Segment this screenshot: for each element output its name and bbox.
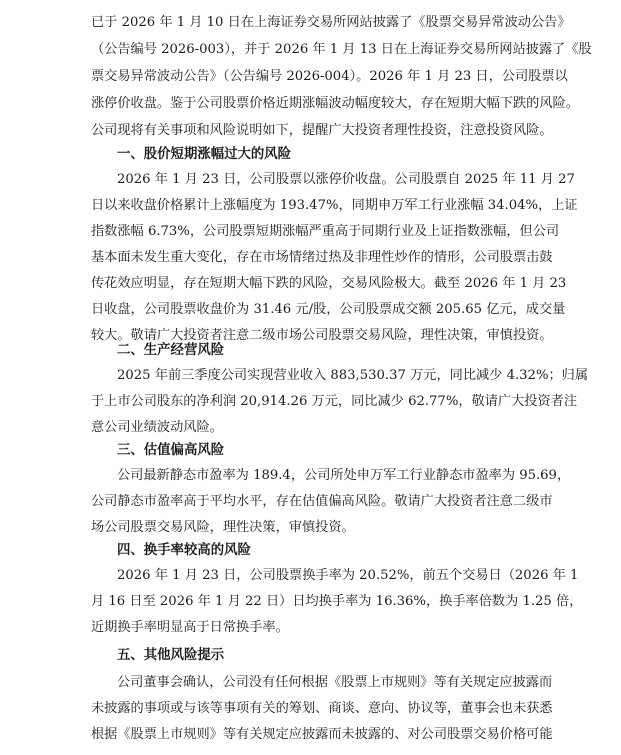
section-4-line-1: 2026 年 1 月 23 日，公司股票换手率为 20.52%，前五个交易日（2026 年 1 [117, 568, 579, 583]
section-1-line-1: 2026 年 1 月 23 日，公司股票以涨停价收盘。公司股票自 2025 年 11 月 27 [117, 172, 575, 187]
section-2-line-3: 意公司业绩波动风险。 [91, 420, 223, 435]
section-heading-4: 四、换手率较高的风险 [117, 543, 251, 558]
intro-line-1: 已于 2026 年 1 月 10 日在上海证券交易所网站披露了《股票交易异常波动公告》 [91, 15, 571, 30]
intro-line-4: 涨停价收盘。鉴于公司股票价格近期涨幅波动幅度较大，存在短期大幅下跌的风险。 [91, 96, 579, 111]
section-1-line-2: 日以来收盘价格累计上涨幅度为 193.47%，同期申万军工行业涨幅 34.04%，上证 [91, 198, 578, 213]
section-1-line-4: 基本面未发生重大变化，存在市场情绪过热及非理性炒作的情形，公司股票击鼓 [91, 250, 553, 265]
section-3-line-2: 公司静态市盈率高于平均水平，存在估值偏高风险。敬请广大投资者注意二级市 [91, 494, 553, 509]
section-1-line-6: 日收盘，公司股票收盘价为 31.46 元/股，公司股票成交额 205.65 亿元，成交量 [91, 302, 566, 317]
section-4-line-3: 近期换手率明显高于日常换手率。 [91, 620, 289, 635]
section-5-line-1: 公司董事会确认，公司没有任何根据《股票上市规则》等有关规定应披露而 [117, 675, 553, 690]
section-1-line-5: 传花效应明显，存在短期大幅下跌的风险，交易风险极大。截至 2026 年 1 月 23 [91, 276, 567, 291]
intro-line-5: 公司现将有关事项和风险说明如下，提醒广大投资者理性投资，注意投资风险。 [91, 123, 553, 138]
section-5-line-2: 未披露的事项或与该等事项有关的筹划、商谈、意向、协议等，董事会也未获悉 [91, 701, 553, 716]
section-2-line-2: 于上市公司股东的净利润 20,914.26 万元，同比减少 62.77%，敬请广大投资者注 [91, 394, 578, 409]
section-1-line-7: 较大。敬请广大投资者注意二级市场公司股票交易风险，理性决策，审慎投资。 [91, 328, 553, 343]
section-4-line-2: 月 16 日至 2026 年 1 月 22 日）日均换手率为 16.36%，换手率倍数为 1.25 倍， [91, 594, 583, 609]
intro-line-3: 票交易异常波动公告》（公告编号 2026-004）。2026 年 1 月 23 日，公司股票以 [91, 69, 568, 84]
section-heading-2: 二、生产经营风险 [117, 343, 225, 358]
section-heading-3: 三、估值偏高风险 [117, 443, 225, 458]
section-heading-5: 五、其他风险提示 [117, 648, 225, 663]
section-5-line-3: 根据《股票上市规则》等有关规定应披露而未披露的、对公司股票交易价格可能 [91, 727, 553, 742]
section-1-line-3: 指数涨幅 6.73%，公司股票短期涨幅严重高于同期行业及上证指数涨幅，但公司 [91, 224, 560, 239]
section-2-line-1: 2025 年前三季度公司实现营业收入 883,530.37 万元，同比减少 4.32%；归属 [117, 368, 589, 383]
section-heading-1: 一、股价短期涨幅过大的风险 [117, 147, 292, 162]
section-3-line-1: 公司最新静态市盈率为 189.4，公司所处申万军工行业静态市盈率为 95.69， [117, 468, 571, 483]
intro-line-2: （公告编号 2026-003），并于 2026 年 1 月 13 日在上海证券交易所网站披露了《股 [91, 42, 592, 57]
section-3-line-3: 场公司股票交易风险，理性决策，审慎投资。 [91, 520, 355, 535]
